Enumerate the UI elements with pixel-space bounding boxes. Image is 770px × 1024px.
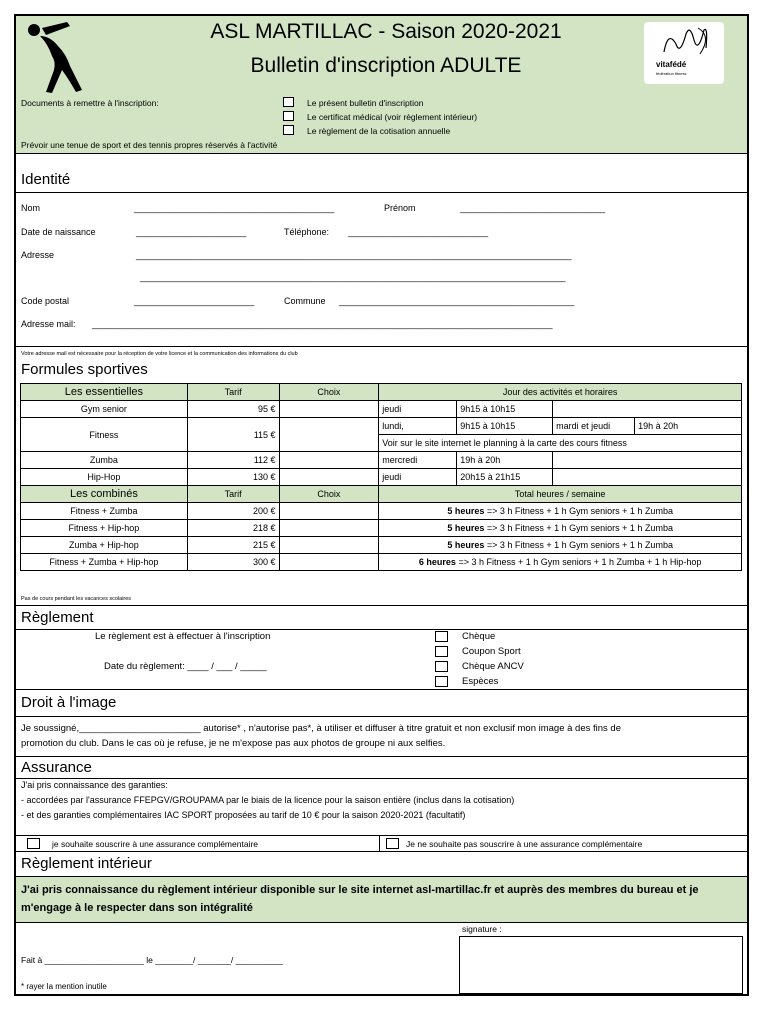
email-label: Adresse mail: xyxy=(21,319,76,329)
date-reglement-field[interactable]: Date du règlement: ____ / ___ / _____ xyxy=(104,661,267,672)
adresse-field-2[interactable]: _____________________________________________________________________________________ xyxy=(140,272,566,282)
combo-price: 300 € xyxy=(187,554,279,571)
nom-field[interactable]: ________________________________________ xyxy=(134,203,335,213)
section-identite-heading: Identité xyxy=(21,171,71,188)
logo-subtext: fédération fitness xyxy=(656,71,687,76)
image-consent-line2: promotion du club. Dans le cas où je refuse, je ne m'expose pas aux photos de groupe ni aux selfies. xyxy=(21,738,446,749)
email-note: Votre adresse mail est nécessaire pour la réception de votre licence et la communication des informations du club xyxy=(21,351,298,357)
choice-cell[interactable] xyxy=(279,469,379,486)
table-row xyxy=(21,401,742,418)
mention-note: * rayer la mention inutile xyxy=(21,982,107,991)
section-formules-heading: Formules sportives xyxy=(21,361,148,378)
empty-cell xyxy=(553,469,742,486)
assurance-yes-checkbox[interactable] xyxy=(27,838,40,849)
combines-header-name: Les combinés xyxy=(21,486,188,503)
email-field[interactable]: ____________________________________________________________________________________________ xyxy=(92,319,553,329)
activity-price: 112 € xyxy=(187,452,279,469)
payment-ancv-checkbox[interactable] xyxy=(435,661,448,672)
image-consent-line1: Je soussigné,_______________________ autorise* , n'autorise pas*, à utiliser et diffuser à titre gratuit et non exclusif mon image à des fins de xyxy=(21,723,621,734)
activity-price: 95 € xyxy=(187,401,279,418)
vitafede-logo xyxy=(644,22,724,84)
activity-day: lundi, xyxy=(379,418,457,435)
combines-header-choix: Choix xyxy=(279,486,379,503)
doc-item-3: Le règlement de la cotisation annuelle xyxy=(307,126,451,136)
section-reglement-heading: Règlement xyxy=(21,609,94,626)
activity-time: 20h15 à 21h15 xyxy=(457,469,553,486)
combo-hours: 6 heures => 3 h Fitness + 1 h Gym seniors + 1 h Zumba + 1 h Hip-hop xyxy=(379,554,742,571)
essentielles-header-jours: Jour des activités et horaires xyxy=(379,384,742,401)
section-image-heading: Droit à l'image xyxy=(21,694,117,711)
vitafede-swirl-icon xyxy=(658,24,714,60)
combo-hours: 5 heures => 3 h Fitness + 1 h Gym seniors + 1 h Zumba xyxy=(379,520,742,537)
activity-time2: 19h à 20h xyxy=(635,418,742,435)
activity-time: 9h15 à 10h15 xyxy=(457,401,553,418)
naissance-label: Date de naissance xyxy=(21,227,96,237)
interieur-text: J'ai pris connaissance du règlement intérieur disponible sur le site internet asl-martillac.fr et auprès des membres du bureau et je m'engage à le respecter dans son intégralité xyxy=(21,884,699,914)
choice-cell[interactable] xyxy=(279,520,379,537)
combo-price: 215 € xyxy=(187,537,279,554)
choice-cell[interactable] xyxy=(279,554,379,571)
payment-option-label: Chèque xyxy=(462,631,496,642)
telephone-label: Téléphone: xyxy=(284,227,330,237)
choice-cell[interactable] xyxy=(279,401,379,418)
activity-time: 9h15 à 10h15 xyxy=(457,418,553,435)
doc-checkbox-2[interactable] xyxy=(283,111,294,121)
documents-label: Documents à remettre à l'inscription: xyxy=(21,98,159,108)
doc-checkbox-1[interactable] xyxy=(283,97,294,107)
assurance-yes-label: je souhaite souscrire à une assurance complémentaire xyxy=(52,839,259,849)
combo-hours: 5 heures => 3 h Fitness + 1 h Gym seniors + 1 h Zumba xyxy=(379,537,742,554)
combo-price: 200 € xyxy=(187,503,279,520)
commune-field[interactable]: _______________________________________________ xyxy=(339,296,575,306)
essentielles-header-tarif: Tarif xyxy=(187,384,279,401)
combo-name: Fitness + Zumba + Hip-hop xyxy=(21,554,188,571)
activity-name: Zumba xyxy=(21,452,188,469)
logo-text: vitafédé xyxy=(656,60,687,69)
section-interieur-heading: Règlement intérieur xyxy=(21,855,152,872)
activity-price: 130 € xyxy=(187,469,279,486)
table-row xyxy=(21,469,742,486)
activity-day: jeudi xyxy=(379,469,457,486)
combo-hours: 5 heures => 3 h Fitness + 1 h Gym seniors + 1 h Zumba xyxy=(379,503,742,520)
registration-form xyxy=(14,14,749,996)
combo-name: Fitness + Zumba xyxy=(21,503,188,520)
commune-label: Commune xyxy=(284,296,326,306)
essentielles-table xyxy=(20,383,742,571)
combo-name: Fitness + Hip-hop xyxy=(21,520,188,537)
adresse-label: Adresse xyxy=(21,250,55,260)
table-row xyxy=(21,537,742,554)
activity-day2: mardi et jeudi xyxy=(553,418,635,435)
activity-price: 115 € xyxy=(187,418,279,452)
adresse-field-1[interactable]: _______________________________________________________________________________________ xyxy=(136,250,572,260)
naissance-field[interactable]: ______________________ xyxy=(136,227,247,237)
table-row xyxy=(21,418,742,435)
assurance-line3: - et des garanties complémentaires IAC SPORT proposées au tarif de 10 € pour la saison 2020-2021 (facultatif) xyxy=(21,810,466,820)
choice-cell[interactable] xyxy=(279,452,379,469)
prenom-label: Prénom xyxy=(384,203,416,213)
activity-name: Gym senior xyxy=(21,401,188,418)
choice-cell[interactable] xyxy=(279,537,379,554)
nom-label: Nom xyxy=(21,203,41,213)
payment-option-label: Espèces xyxy=(462,676,499,687)
activity-day: jeudi xyxy=(379,401,457,418)
activity-name: Hip-Hop xyxy=(21,469,188,486)
assurance-no-label: Je ne souhaite pas souscrire à une assurance complémentaire xyxy=(406,839,643,849)
cp-field[interactable]: ________________________ xyxy=(134,296,255,306)
section-assurance-heading: Assurance xyxy=(21,759,92,776)
activity-day: mercredi xyxy=(379,452,457,469)
reglement-text: Le règlement est à effectuer à l'inscription xyxy=(95,631,271,642)
payment-coupon-checkbox[interactable] xyxy=(435,646,448,657)
activity-time: 19h à 20h xyxy=(457,452,553,469)
payment-cheque-checkbox[interactable] xyxy=(435,631,448,642)
cp-label: Code postal xyxy=(21,296,70,306)
signature-box[interactable] xyxy=(459,936,743,994)
table-row xyxy=(21,503,742,520)
combo-name: Zumba + Hip-hop xyxy=(21,537,188,554)
fitness-planning-note: Voir sur le site internet le planning à la carte des cours fitness xyxy=(379,435,742,452)
combo-price: 218 € xyxy=(187,520,279,537)
prenom-field[interactable]: _____________________________ xyxy=(460,203,606,213)
payment-option-label: Coupon Sport xyxy=(462,646,521,657)
title-line2: Bulletin d'inscription ADULTE xyxy=(250,54,522,77)
telephone-field[interactable]: ____________________________ xyxy=(348,227,489,237)
fait-a-field[interactable]: Fait à _____________________ le ________/ _______/ __________ xyxy=(21,955,283,965)
table-row xyxy=(21,520,742,537)
payment-especes-checkbox[interactable] xyxy=(435,676,448,687)
payment-option-label: Chèque ANCV xyxy=(462,661,524,672)
vacances-note: Pas de cours pendant les vacances scolaires xyxy=(21,596,132,602)
title-line1: ASL MARTILLAC - Saison 2020-2021 xyxy=(210,20,562,43)
choice-cell[interactable] xyxy=(279,418,379,452)
signature-label: signature : xyxy=(462,924,502,934)
activity-name: Fitness xyxy=(21,418,188,452)
choice-cell[interactable] xyxy=(279,503,379,520)
doc-checkbox-3[interactable] xyxy=(283,125,294,135)
assurance-line2: - accordées par l'assurance FFEPGV/GROUPAMA par le biais de la licence pour la saison entière (inclus dans la cotisation) xyxy=(21,795,515,805)
assurance-line1: J'ai pris connaissance des garanties: xyxy=(21,780,168,790)
essentielles-header-choix: Choix xyxy=(279,384,379,401)
empty-cell xyxy=(553,452,742,469)
combines-header-tarif: Tarif xyxy=(187,486,279,503)
empty-cell xyxy=(553,401,742,418)
doc-item-1: Le présent bulletin d'inscription xyxy=(307,98,424,108)
gym-figure-icon xyxy=(22,18,92,96)
table-row xyxy=(21,452,742,469)
combines-header-total: Total heures / semaine xyxy=(379,486,742,503)
essentielles-header-name: Les essentielles xyxy=(21,384,188,401)
doc-item-2: Le certificat médical (voir règlement intérieur) xyxy=(307,112,478,122)
assurance-no-checkbox[interactable] xyxy=(386,838,399,849)
table-row xyxy=(21,554,742,571)
tenue-note: Prévoir une tenue de sport et des tennis propres réservés à l'activité xyxy=(21,140,278,150)
